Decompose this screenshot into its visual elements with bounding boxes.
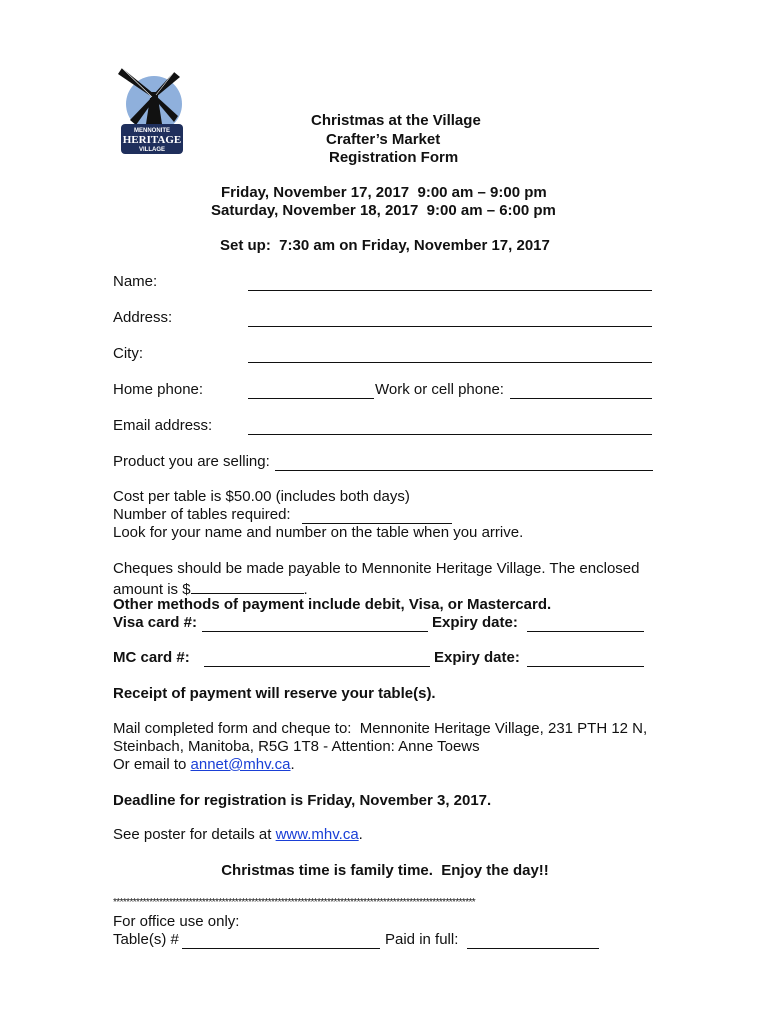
work-phone-label: Work or cell phone: bbox=[375, 381, 504, 398]
mail-instructions-line-1: Mail completed form and cheque to: Mennonite Heritage Village, 231 PTH 12 N, bbox=[113, 720, 648, 737]
mail-instructions-line-2: Steinbach, Manitoba, R5G 1T8 - Attention: Anne Toews bbox=[113, 738, 480, 755]
email-label: Email address: bbox=[113, 417, 213, 434]
visa-expiry-field[interactable] bbox=[527, 616, 644, 632]
name-field[interactable] bbox=[248, 275, 652, 291]
website-link[interactable]: www.mhv.ca bbox=[275, 826, 359, 843]
mail-instructions-line-3 bbox=[113, 756, 295, 773]
amount-field[interactable] bbox=[191, 578, 304, 594]
mc-label: MC card #: bbox=[113, 649, 190, 666]
product-field[interactable] bbox=[275, 455, 653, 471]
home-phone-field[interactable] bbox=[248, 383, 374, 399]
event-date-saturday: Saturday, November 18, 2017 9:00 am – 6:00 pm bbox=[211, 202, 556, 219]
title-line-1: Christmas at the Village bbox=[311, 112, 481, 129]
closing-message: Christmas time is family time. Enjoy the day!! bbox=[221, 862, 549, 879]
poster-line bbox=[113, 826, 363, 843]
email-prefix: Or email to bbox=[113, 756, 191, 773]
visa-expiry-label: Expiry date: bbox=[432, 614, 518, 631]
home-phone-label: Home phone: bbox=[113, 381, 204, 398]
other-payment-methods: Other methods of payment include debit, Visa, or Mastercard. bbox=[113, 596, 552, 613]
setup-time: Set up: 7:30 am on Friday, November 17, 2017 bbox=[220, 237, 550, 254]
logo-top-text: MENNONITE bbox=[134, 128, 170, 134]
email-link[interactable]: annet@mhv.ca bbox=[190, 756, 291, 773]
visa-card-field[interactable] bbox=[202, 616, 428, 632]
event-date-friday: Friday, November 17, 2017 9:00 am – 9:00 pm bbox=[221, 184, 547, 201]
paid-in-full-field[interactable] bbox=[467, 933, 599, 949]
tables-number-label: Table(s) # bbox=[113, 931, 179, 948]
logo-main-text: HERITAGE bbox=[122, 134, 182, 146]
amount-period: . bbox=[303, 581, 308, 598]
cheque-instructions: Cheques should be made payable to Mennonite Heritage Village. The enclosed bbox=[113, 560, 640, 577]
amount-label: amount is $ bbox=[113, 581, 191, 598]
title-line-2: Crafter’s Market bbox=[326, 131, 441, 148]
name-label: Name: bbox=[113, 273, 158, 290]
email-suffix: . bbox=[290, 756, 295, 773]
tables-required-field[interactable] bbox=[302, 508, 452, 524]
address-field[interactable] bbox=[248, 311, 652, 327]
city-label: City: bbox=[113, 345, 143, 362]
mc-expiry-field[interactable] bbox=[527, 651, 644, 667]
receipt-note: Receipt of payment will reserve your table(s). bbox=[113, 685, 436, 702]
logo-bottom-text: VILLAGE bbox=[138, 147, 166, 153]
title-line-3: Registration Form bbox=[329, 149, 459, 166]
amount-line bbox=[113, 578, 308, 598]
table-note: Look for your name and number on the table when you arrive. bbox=[113, 524, 524, 541]
paid-in-full-label: Paid in full: bbox=[385, 931, 459, 948]
product-label: Product you are selling: bbox=[113, 453, 270, 470]
cost-per-table: Cost per table is $50.00 (includes both days) bbox=[113, 488, 410, 505]
mennonite-heritage-village-logo bbox=[116, 64, 186, 164]
work-phone-field[interactable] bbox=[510, 383, 652, 399]
tables-required-label: Number of tables required: bbox=[113, 506, 291, 523]
tables-number-field[interactable] bbox=[182, 933, 380, 949]
poster-suffix: . bbox=[358, 826, 363, 843]
address-label: Address: bbox=[113, 309, 173, 326]
poster-prefix: See poster for details at bbox=[113, 826, 276, 843]
deadline: Deadline for registration is Friday, November 3, 2017. bbox=[113, 792, 492, 809]
office-use-title: For office use only: bbox=[113, 913, 240, 930]
mc-expiry-label: Expiry date: bbox=[434, 649, 520, 666]
email-field[interactable] bbox=[248, 419, 652, 435]
visa-label: Visa card #: bbox=[113, 614, 197, 631]
mc-card-field[interactable] bbox=[204, 651, 430, 667]
city-field[interactable] bbox=[248, 347, 652, 363]
separator: ************************************************************************************************************** bbox=[113, 897, 476, 908]
